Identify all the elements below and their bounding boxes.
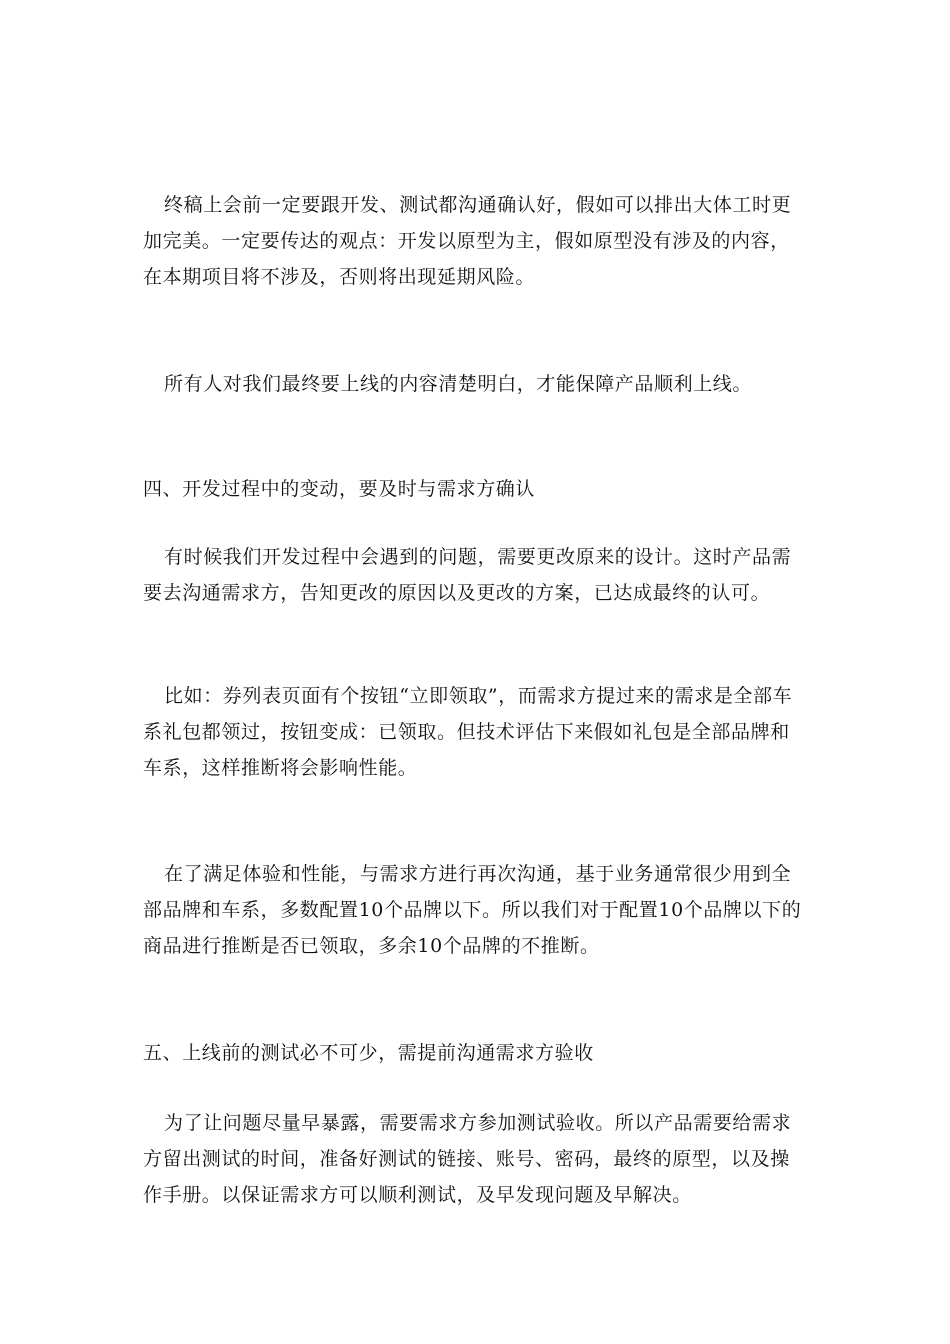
paragraph-final-review: 终稿上会前一定要跟开发、测试都沟通确认好，假如可以排出大体工时更加完美。一定要传达的观点：开发以原型为主，假如原型没有涉及的内容，在本期项目将不涉及，否则将出现延期风险。 bbox=[143, 194, 792, 288]
section-heading-4: 四、开发过程中的变动，要及时与需求方确认 bbox=[143, 478, 536, 500]
paragraph-acceptance-testing: 为了让问题尽量早暴露，需要需求方参加测试验收。所以产品需要给需求方留出测试的时间，准备好测试的链接、账号、密码，最终的原型，以及操作手册。以保证需求方可以顺利测试，及早发现问题及早解决。 bbox=[143, 1112, 792, 1206]
paragraph-example-coupon: 比如：券列表页面有个按钮“立即领取”，而需求方提过来的需求是全部车系礼包都领过，按钮变成：已领取。但技术评估下来假如礼包是全部品牌和车系，这样推断将会影响性能。 bbox=[143, 685, 793, 779]
paragraph-launch-clarity: 所有人对我们最终要上线的内容清楚明白，才能保障产品顺利上线。 bbox=[164, 373, 753, 395]
paragraph-design-change: 有时候我们开发过程中会遇到的问题，需要更改原来的设计。这时产品需要去沟通需求方，告知更改的原因以及更改的方案，已达成最终的认可。 bbox=[143, 546, 792, 604]
paragraph-performance-tradeoff: 在了满足体验和性能，与需求方进行再次沟通，基于业务通常很少用到全部品牌和车系，多数配置10个品牌以下。所以我们对于配置10个品牌以下的商品进行推断是否已领取，多余10个品牌的不推断。 bbox=[143, 863, 802, 957]
section-heading-5: 五、上线前的测试必不可少，需提前沟通需求方验收 bbox=[143, 1042, 594, 1064]
